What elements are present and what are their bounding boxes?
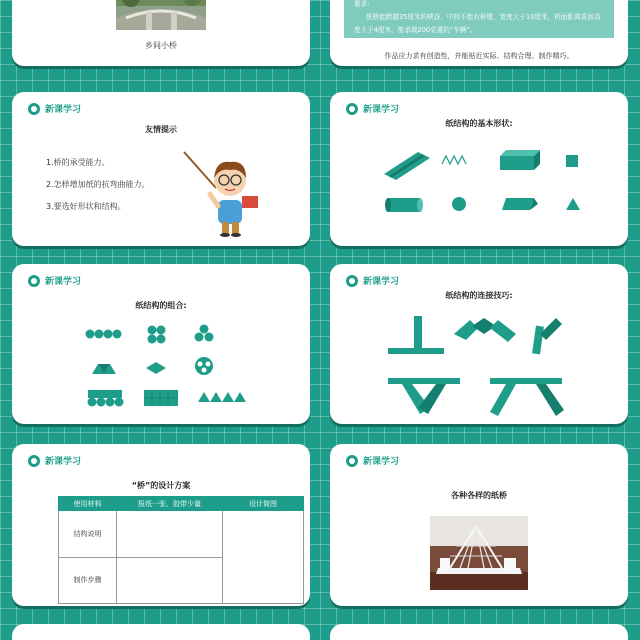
section-header [346, 454, 399, 467]
table-cell[interactable] [117, 511, 223, 558]
slide-2-footer: 作品应力求有创造性，并能贴近实际、结构合理、制作精巧。 [384, 52, 574, 60]
section-header [28, 102, 81, 115]
section-header [28, 274, 81, 287]
slide-8-card [330, 444, 628, 606]
slide-3-card [12, 92, 310, 246]
slide-3-title: 友情提示 [145, 125, 177, 134]
section-header [28, 454, 81, 467]
combination-shapes-icon [12, 320, 310, 424]
slide-10-card [330, 624, 628, 640]
section-label: 新课学习 [363, 105, 400, 115]
table-header-cell: 报纸一张、胶带少量 [117, 497, 223, 511]
slide-5-title: 纸结构的组合: [135, 301, 187, 310]
section-label: 新课学习 [45, 105, 82, 115]
table-row-label: 制作步骤 [59, 557, 117, 604]
section-dot-icon [346, 455, 358, 467]
section-label: 新课学习 [45, 457, 82, 467]
connection-techniques-icon [330, 304, 628, 424]
bridge-photo [116, 0, 206, 30]
photo-caption: 乡间小桥 [145, 41, 177, 50]
paper-bridge-photo [430, 516, 528, 590]
tip-item: 2.怎样增加纸的抗弯曲能力。 [46, 180, 150, 189]
requirements-text: 纸桥能跨越35厘米的峡谷，中间不能有桥墩，宽度大于10厘米，桥面距离桌面高度大于4厘米，能承载200克重的“车辆”。 [354, 13, 601, 34]
table-cell[interactable] [117, 557, 223, 604]
slide-4-title: 纸结构的基本形状: [445, 119, 513, 128]
section-label: 新课学习 [363, 457, 400, 467]
slide-7-card [12, 444, 310, 606]
slide-6-card [330, 264, 628, 424]
table-header-cell: 设计简图 [223, 497, 304, 511]
slide-2-card [330, 0, 628, 66]
table-row-label: 结构说明 [59, 511, 117, 558]
teacher-cartoon-icon [180, 148, 280, 238]
section-dot-icon [28, 455, 40, 467]
section-label: 新课学习 [363, 277, 400, 287]
slide-8-title: 各种各样的纸桥 [451, 491, 507, 500]
tip-item: 3.要选好形状和结构。 [46, 202, 126, 211]
requirements-box [344, 0, 614, 38]
requirements-label: 要求: [354, 0, 370, 8]
section-dot-icon [346, 103, 358, 115]
section-dot-icon [28, 103, 40, 115]
tips-list [46, 152, 150, 218]
section-header [346, 274, 399, 287]
slide-4-card [330, 92, 628, 246]
slide-5-card [12, 264, 310, 424]
slide-7-title: “桥”的设计方案 [131, 481, 191, 490]
table-header-cell: 使用材料 [59, 497, 117, 511]
section-header [346, 102, 399, 115]
slide-9-card [12, 624, 310, 640]
section-dot-icon [28, 275, 40, 287]
design-sketch-cell[interactable] [223, 511, 304, 604]
slide-1-card [12, 0, 310, 66]
basic-shapes-icon [330, 142, 628, 242]
tip-item: 1.桥的承受能力。 [46, 158, 110, 167]
section-dot-icon [346, 275, 358, 287]
design-plan-table [58, 496, 304, 604]
slide-6-title: 纸结构的连接技巧: [445, 291, 513, 300]
section-label: 新课学习 [45, 277, 82, 287]
